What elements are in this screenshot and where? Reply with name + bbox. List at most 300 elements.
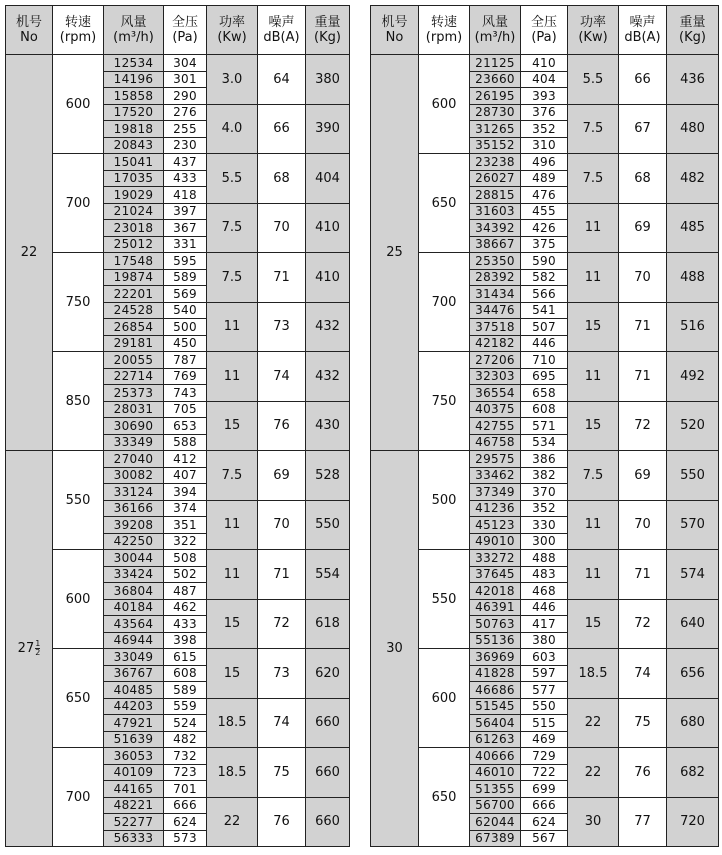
noise-header: 噪声 dB(A) — [619, 6, 667, 55]
power-cell: 18.5 — [207, 748, 258, 798]
speed-cell: 550 — [419, 550, 470, 649]
power-cell: 30 — [568, 797, 619, 847]
pressure-cell: 577 — [521, 682, 568, 699]
pressure-cell: 398 — [164, 632, 207, 649]
weight-header: 重量 (Kg) — [667, 6, 719, 55]
pressure-cell: 695 — [521, 368, 568, 385]
airflow-cell: 36166 — [104, 500, 164, 517]
speed-cell: 700 — [419, 253, 470, 352]
pressure-cell: 426 — [521, 220, 568, 237]
pressure-cell: 787 — [164, 352, 207, 369]
noise-cell: 75 — [619, 698, 667, 748]
power-cell: 4.0 — [207, 104, 258, 154]
weight-cell: 570 — [667, 500, 719, 550]
noise-cell: 74 — [619, 649, 667, 699]
table-row — [6, 253, 350, 270]
airflow-cell: 36554 — [470, 385, 521, 402]
pressure-cell: 446 — [521, 599, 568, 616]
table-header — [371, 6, 719, 55]
speed-cell: 650 — [419, 154, 470, 253]
airflow-cell: 26027 — [470, 170, 521, 187]
pressure-cell: 393 — [521, 88, 568, 105]
airflow-cell: 19874 — [104, 269, 164, 286]
airflow-cell: 19818 — [104, 121, 164, 138]
airflow-cell: 12534 — [104, 55, 164, 72]
airflow-cell: 33124 — [104, 484, 164, 501]
airflow-cell: 33272 — [470, 550, 521, 567]
noise-cell: 64 — [258, 55, 306, 105]
weight-cell: 682 — [667, 748, 719, 798]
airflow-cell: 40375 — [470, 401, 521, 418]
model-number: 27 — [17, 641, 35, 656]
table-row — [6, 550, 350, 567]
airflow-cell: 30690 — [104, 418, 164, 435]
pressure-cell: 404 — [521, 71, 568, 88]
pressure-cell: 701 — [164, 781, 207, 798]
airflow-cell: 47921 — [104, 715, 164, 732]
airflow-cell: 15858 — [104, 88, 164, 105]
power-cell: 5.5 — [568, 55, 619, 105]
airflow-cell: 43564 — [104, 616, 164, 633]
airflow-cell: 35152 — [470, 137, 521, 154]
airflow-cell: 62044 — [470, 814, 521, 831]
weight-cell: 430 — [306, 401, 350, 451]
pressure-cell: 541 — [521, 302, 568, 319]
pressure-cell: 437 — [164, 154, 207, 171]
pressure-header: 全压 (Pa) — [164, 6, 207, 55]
power-cell: 15 — [568, 599, 619, 649]
weight-cell: 550 — [306, 500, 350, 550]
table-row — [371, 748, 719, 765]
weight-cell: 432 — [306, 302, 350, 352]
pressure-cell: 255 — [164, 121, 207, 138]
table-row — [6, 352, 350, 369]
airflow-cell: 40184 — [104, 599, 164, 616]
noise-cell: 70 — [619, 500, 667, 550]
weight-cell: 520 — [667, 401, 719, 451]
pressure-cell: 515 — [521, 715, 568, 732]
speed-cell: 600 — [53, 550, 104, 649]
pressure-cell: 455 — [521, 203, 568, 220]
airflow-cell: 24528 — [104, 302, 164, 319]
airflow-cell: 21024 — [104, 203, 164, 220]
pressure-cell: 653 — [164, 418, 207, 435]
weight-header: 重量 (Kg) — [306, 6, 350, 55]
pressure-cell: 597 — [521, 665, 568, 682]
power-cell: 7.5 — [568, 104, 619, 154]
table-row — [6, 154, 350, 171]
airflow-cell: 17035 — [104, 170, 164, 187]
model-cell — [6, 451, 53, 847]
pressure-cell: 488 — [521, 550, 568, 567]
weight-cell: 410 — [306, 253, 350, 303]
power-cell: 18.5 — [568, 649, 619, 699]
speed-cell: 750 — [53, 253, 104, 352]
airflow-cell: 29575 — [470, 451, 521, 468]
pressure-cell: 300 — [521, 533, 568, 550]
speed-header: 转速 (rpm) — [419, 6, 470, 55]
airflow-cell: 31603 — [470, 203, 521, 220]
weight-cell: 660 — [306, 698, 350, 748]
pressure-header: 全压 (Pa) — [521, 6, 568, 55]
power-cell: 3.0 — [207, 55, 258, 105]
airflow-cell: 45123 — [470, 517, 521, 534]
pressure-cell: 615 — [164, 649, 207, 666]
pressure-cell: 374 — [164, 500, 207, 517]
speed-cell: 700 — [53, 154, 104, 253]
airflow-cell: 23660 — [470, 71, 521, 88]
pressure-cell: 769 — [164, 368, 207, 385]
airflow-header: 风量 (m³/h) — [104, 6, 164, 55]
speed-cell: 700 — [53, 748, 104, 847]
model-cell: 25 — [371, 55, 419, 451]
pressure-cell: 304 — [164, 55, 207, 72]
noise-cell: 76 — [258, 401, 306, 451]
table-row — [6, 451, 350, 468]
airflow-cell: 56333 — [104, 830, 164, 847]
pressure-cell: 705 — [164, 401, 207, 418]
airflow-cell: 36767 — [104, 665, 164, 682]
weight-cell: 480 — [667, 104, 719, 154]
airflow-cell: 42755 — [470, 418, 521, 435]
noise-cell: 74 — [258, 352, 306, 402]
power-cell: 11 — [568, 550, 619, 600]
pressure-cell: 418 — [164, 187, 207, 204]
airflow-cell: 34476 — [470, 302, 521, 319]
pressure-cell: 394 — [164, 484, 207, 501]
airflow-cell: 15041 — [104, 154, 164, 171]
pressure-cell: 380 — [521, 632, 568, 649]
table-row — [371, 550, 719, 567]
model-cell: 22 — [6, 55, 53, 451]
pressure-cell: 723 — [164, 764, 207, 781]
power-cell: 15 — [207, 599, 258, 649]
pressure-cell: 370 — [521, 484, 568, 501]
table-row — [371, 253, 719, 270]
airflow-cell: 41236 — [470, 500, 521, 517]
noise-cell: 76 — [258, 797, 306, 847]
table-row — [6, 649, 350, 666]
power-cell: 11 — [207, 302, 258, 352]
airflow-cell: 56404 — [470, 715, 521, 732]
noise-cell: 71 — [619, 302, 667, 352]
pressure-cell: 571 — [521, 418, 568, 435]
airflow-cell: 27206 — [470, 352, 521, 369]
airflow-cell: 40485 — [104, 682, 164, 699]
pressure-cell: 386 — [521, 451, 568, 468]
pressure-cell: 446 — [521, 335, 568, 352]
airflow-cell: 28815 — [470, 187, 521, 204]
fan-spec-table-right — [370, 5, 719, 847]
airflow-cell: 34392 — [470, 220, 521, 237]
noise-cell: 70 — [258, 500, 306, 550]
weight-cell: 620 — [306, 649, 350, 699]
airflow-cell: 55136 — [470, 632, 521, 649]
noise-cell: 71 — [619, 352, 667, 402]
airflow-cell: 25350 — [470, 253, 521, 270]
power-cell: 11 — [207, 550, 258, 600]
airflow-cell: 46944 — [104, 632, 164, 649]
airflow-cell: 37518 — [470, 319, 521, 336]
noise-cell: 72 — [258, 599, 306, 649]
airflow-cell: 36053 — [104, 748, 164, 765]
power-cell: 22 — [207, 797, 258, 847]
pressure-cell: 417 — [521, 616, 568, 633]
airflow-cell: 28031 — [104, 401, 164, 418]
weight-cell: 404 — [306, 154, 350, 204]
airflow-cell: 28730 — [470, 104, 521, 121]
noise-header: 噪声 dB(A) — [258, 6, 306, 55]
speed-cell: 500 — [419, 451, 470, 550]
weight-cell: 488 — [667, 253, 719, 303]
fraction-numerator: 1 — [35, 639, 41, 648]
model-fraction — [35, 640, 40, 657]
pressure-cell: 450 — [164, 335, 207, 352]
weight-cell: 660 — [306, 797, 350, 847]
airflow-cell: 51355 — [470, 781, 521, 798]
noise-cell: 69 — [619, 451, 667, 501]
pressure-cell: 699 — [521, 781, 568, 798]
pressure-cell: 524 — [164, 715, 207, 732]
pressure-cell: 710 — [521, 352, 568, 369]
airflow-cell: 33349 — [104, 434, 164, 451]
pressure-cell: 569 — [164, 286, 207, 303]
pressure-cell: 230 — [164, 137, 207, 154]
speed-cell: 650 — [419, 748, 470, 847]
power-cell: 11 — [568, 253, 619, 303]
airflow-cell: 46758 — [470, 434, 521, 451]
airflow-cell: 21125 — [470, 55, 521, 72]
airflow-cell: 44165 — [104, 781, 164, 798]
pressure-cell: 582 — [521, 269, 568, 286]
airflow-cell: 26854 — [104, 319, 164, 336]
airflow-cell: 27040 — [104, 451, 164, 468]
pressure-cell: 666 — [521, 797, 568, 814]
weight-cell: 432 — [306, 352, 350, 402]
airflow-cell: 52277 — [104, 814, 164, 831]
pressure-cell: 310 — [521, 137, 568, 154]
pressure-cell: 330 — [521, 517, 568, 534]
speed-cell: 750 — [419, 352, 470, 451]
model-header: 机号 No — [371, 6, 419, 55]
noise-cell: 66 — [619, 55, 667, 105]
airflow-cell: 17520 — [104, 104, 164, 121]
power-cell: 11 — [568, 203, 619, 253]
speed-header: 转速 (rpm) — [53, 6, 104, 55]
power-header: 功率 (Kw) — [207, 6, 258, 55]
pressure-cell: 507 — [521, 319, 568, 336]
noise-cell: 70 — [258, 203, 306, 253]
power-cell: 22 — [568, 748, 619, 798]
airflow-cell: 31434 — [470, 286, 521, 303]
pressure-cell: 595 — [164, 253, 207, 270]
power-cell: 11 — [568, 500, 619, 550]
airflow-cell: 51545 — [470, 698, 521, 715]
pressure-cell: 462 — [164, 599, 207, 616]
weight-cell: 492 — [667, 352, 719, 402]
airflow-cell: 42182 — [470, 335, 521, 352]
airflow-cell: 33462 — [470, 467, 521, 484]
power-cell: 15 — [568, 302, 619, 352]
noise-cell: 72 — [619, 599, 667, 649]
power-cell: 15 — [207, 401, 258, 451]
table-row — [371, 649, 719, 666]
airflow-cell: 20055 — [104, 352, 164, 369]
noise-cell: 76 — [619, 748, 667, 798]
weight-cell: 485 — [667, 203, 719, 253]
weight-cell: 554 — [306, 550, 350, 600]
pressure-cell: 608 — [521, 401, 568, 418]
airflow-cell: 61263 — [470, 731, 521, 748]
table-row — [6, 748, 350, 765]
airflow-cell: 46010 — [470, 764, 521, 781]
pressure-cell: 502 — [164, 566, 207, 583]
pressure-cell: 276 — [164, 104, 207, 121]
weight-cell: 574 — [667, 550, 719, 600]
weight-cell: 380 — [306, 55, 350, 105]
airflow-cell: 22201 — [104, 286, 164, 303]
pressure-cell: 489 — [521, 170, 568, 187]
pressure-cell: 540 — [164, 302, 207, 319]
airflow-cell: 49010 — [470, 533, 521, 550]
weight-cell: 618 — [306, 599, 350, 649]
weight-cell: 720 — [667, 797, 719, 847]
noise-cell: 68 — [619, 154, 667, 204]
pressure-cell: 534 — [521, 434, 568, 451]
power-cell: 7.5 — [207, 253, 258, 303]
speed-cell: 600 — [419, 55, 470, 154]
noise-cell: 74 — [258, 698, 306, 748]
pressure-cell: 500 — [164, 319, 207, 336]
noise-cell: 71 — [619, 550, 667, 600]
airflow-cell: 19029 — [104, 187, 164, 204]
noise-cell: 68 — [258, 154, 306, 204]
airflow-cell: 31265 — [470, 121, 521, 138]
model-cell: 30 — [371, 451, 419, 847]
power-cell: 22 — [568, 698, 619, 748]
pressure-cell: 559 — [164, 698, 207, 715]
pressure-cell: 666 — [164, 797, 207, 814]
airflow-cell: 17548 — [104, 253, 164, 270]
noise-cell: 77 — [619, 797, 667, 847]
pressure-cell: 589 — [164, 682, 207, 699]
pressure-cell: 590 — [521, 253, 568, 270]
pressure-cell: 367 — [164, 220, 207, 237]
pressure-cell: 397 — [164, 203, 207, 220]
airflow-cell: 41828 — [470, 665, 521, 682]
pressure-cell: 508 — [164, 550, 207, 567]
noise-cell: 72 — [619, 401, 667, 451]
fraction-denominator: 2 — [35, 648, 41, 657]
power-cell: 11 — [207, 500, 258, 550]
pressure-cell: 566 — [521, 286, 568, 303]
airflow-cell: 56700 — [470, 797, 521, 814]
airflow-cell: 67389 — [470, 830, 521, 847]
power-cell: 7.5 — [568, 451, 619, 501]
weight-cell: 660 — [306, 748, 350, 798]
noise-cell: 75 — [258, 748, 306, 798]
speed-cell: 600 — [419, 649, 470, 748]
pressure-cell: 550 — [521, 698, 568, 715]
airflow-cell: 30082 — [104, 467, 164, 484]
pressure-cell: 433 — [164, 616, 207, 633]
speed-cell: 600 — [53, 55, 104, 154]
speed-cell: 650 — [53, 649, 104, 748]
power-cell: 18.5 — [207, 698, 258, 748]
airflow-cell: 22714 — [104, 368, 164, 385]
airflow-cell: 50763 — [470, 616, 521, 633]
airflow-cell: 23238 — [470, 154, 521, 171]
power-cell: 15 — [568, 401, 619, 451]
pressure-cell: 407 — [164, 467, 207, 484]
airflow-cell: 38667 — [470, 236, 521, 253]
airflow-cell: 39208 — [104, 517, 164, 534]
weight-cell: 516 — [667, 302, 719, 352]
airflow-cell: 37645 — [470, 566, 521, 583]
noise-cell: 73 — [258, 302, 306, 352]
pressure-cell: 487 — [164, 583, 207, 600]
table-row — [371, 352, 719, 369]
pressure-cell: 352 — [521, 121, 568, 138]
power-cell: 7.5 — [207, 451, 258, 501]
airflow-cell: 40109 — [104, 764, 164, 781]
power-cell: 11 — [568, 352, 619, 402]
weight-cell: 410 — [306, 203, 350, 253]
power-cell: 15 — [207, 649, 258, 699]
table-body — [6, 55, 350, 847]
airflow-cell: 30044 — [104, 550, 164, 567]
airflow-cell: 37349 — [470, 484, 521, 501]
pressure-cell: 722 — [521, 764, 568, 781]
pressure-cell: 589 — [164, 269, 207, 286]
pressure-cell: 573 — [164, 830, 207, 847]
pressure-cell: 567 — [521, 830, 568, 847]
pressure-cell: 729 — [521, 748, 568, 765]
weight-cell: 528 — [306, 451, 350, 501]
noise-cell: 70 — [619, 253, 667, 303]
table-header — [6, 6, 350, 55]
table-row — [371, 154, 719, 171]
airflow-cell: 36969 — [470, 649, 521, 666]
table-row — [371, 451, 719, 468]
table-row — [371, 55, 719, 72]
airflow-cell: 42250 — [104, 533, 164, 550]
airflow-cell: 32303 — [470, 368, 521, 385]
airflow-cell: 36804 — [104, 583, 164, 600]
fan-spec-table-left — [5, 5, 350, 847]
pressure-cell: 658 — [521, 385, 568, 402]
power-cell: 5.5 — [207, 154, 258, 204]
noise-cell: 71 — [258, 253, 306, 303]
speed-cell: 550 — [53, 451, 104, 550]
power-cell: 7.5 — [568, 154, 619, 204]
airflow-cell: 14196 — [104, 71, 164, 88]
pressure-cell: 322 — [164, 533, 207, 550]
power-cell: 7.5 — [207, 203, 258, 253]
noise-cell: 69 — [619, 203, 667, 253]
airflow-cell: 26195 — [470, 88, 521, 105]
weight-cell: 482 — [667, 154, 719, 204]
pressure-cell: 482 — [164, 731, 207, 748]
power-header: 功率 (Kw) — [568, 6, 619, 55]
airflow-cell: 40666 — [470, 748, 521, 765]
pressure-cell: 352 — [521, 500, 568, 517]
pressure-cell: 496 — [521, 154, 568, 171]
pressure-cell: 412 — [164, 451, 207, 468]
weight-cell: 656 — [667, 649, 719, 699]
airflow-cell: 51639 — [104, 731, 164, 748]
airflow-cell: 42018 — [470, 583, 521, 600]
